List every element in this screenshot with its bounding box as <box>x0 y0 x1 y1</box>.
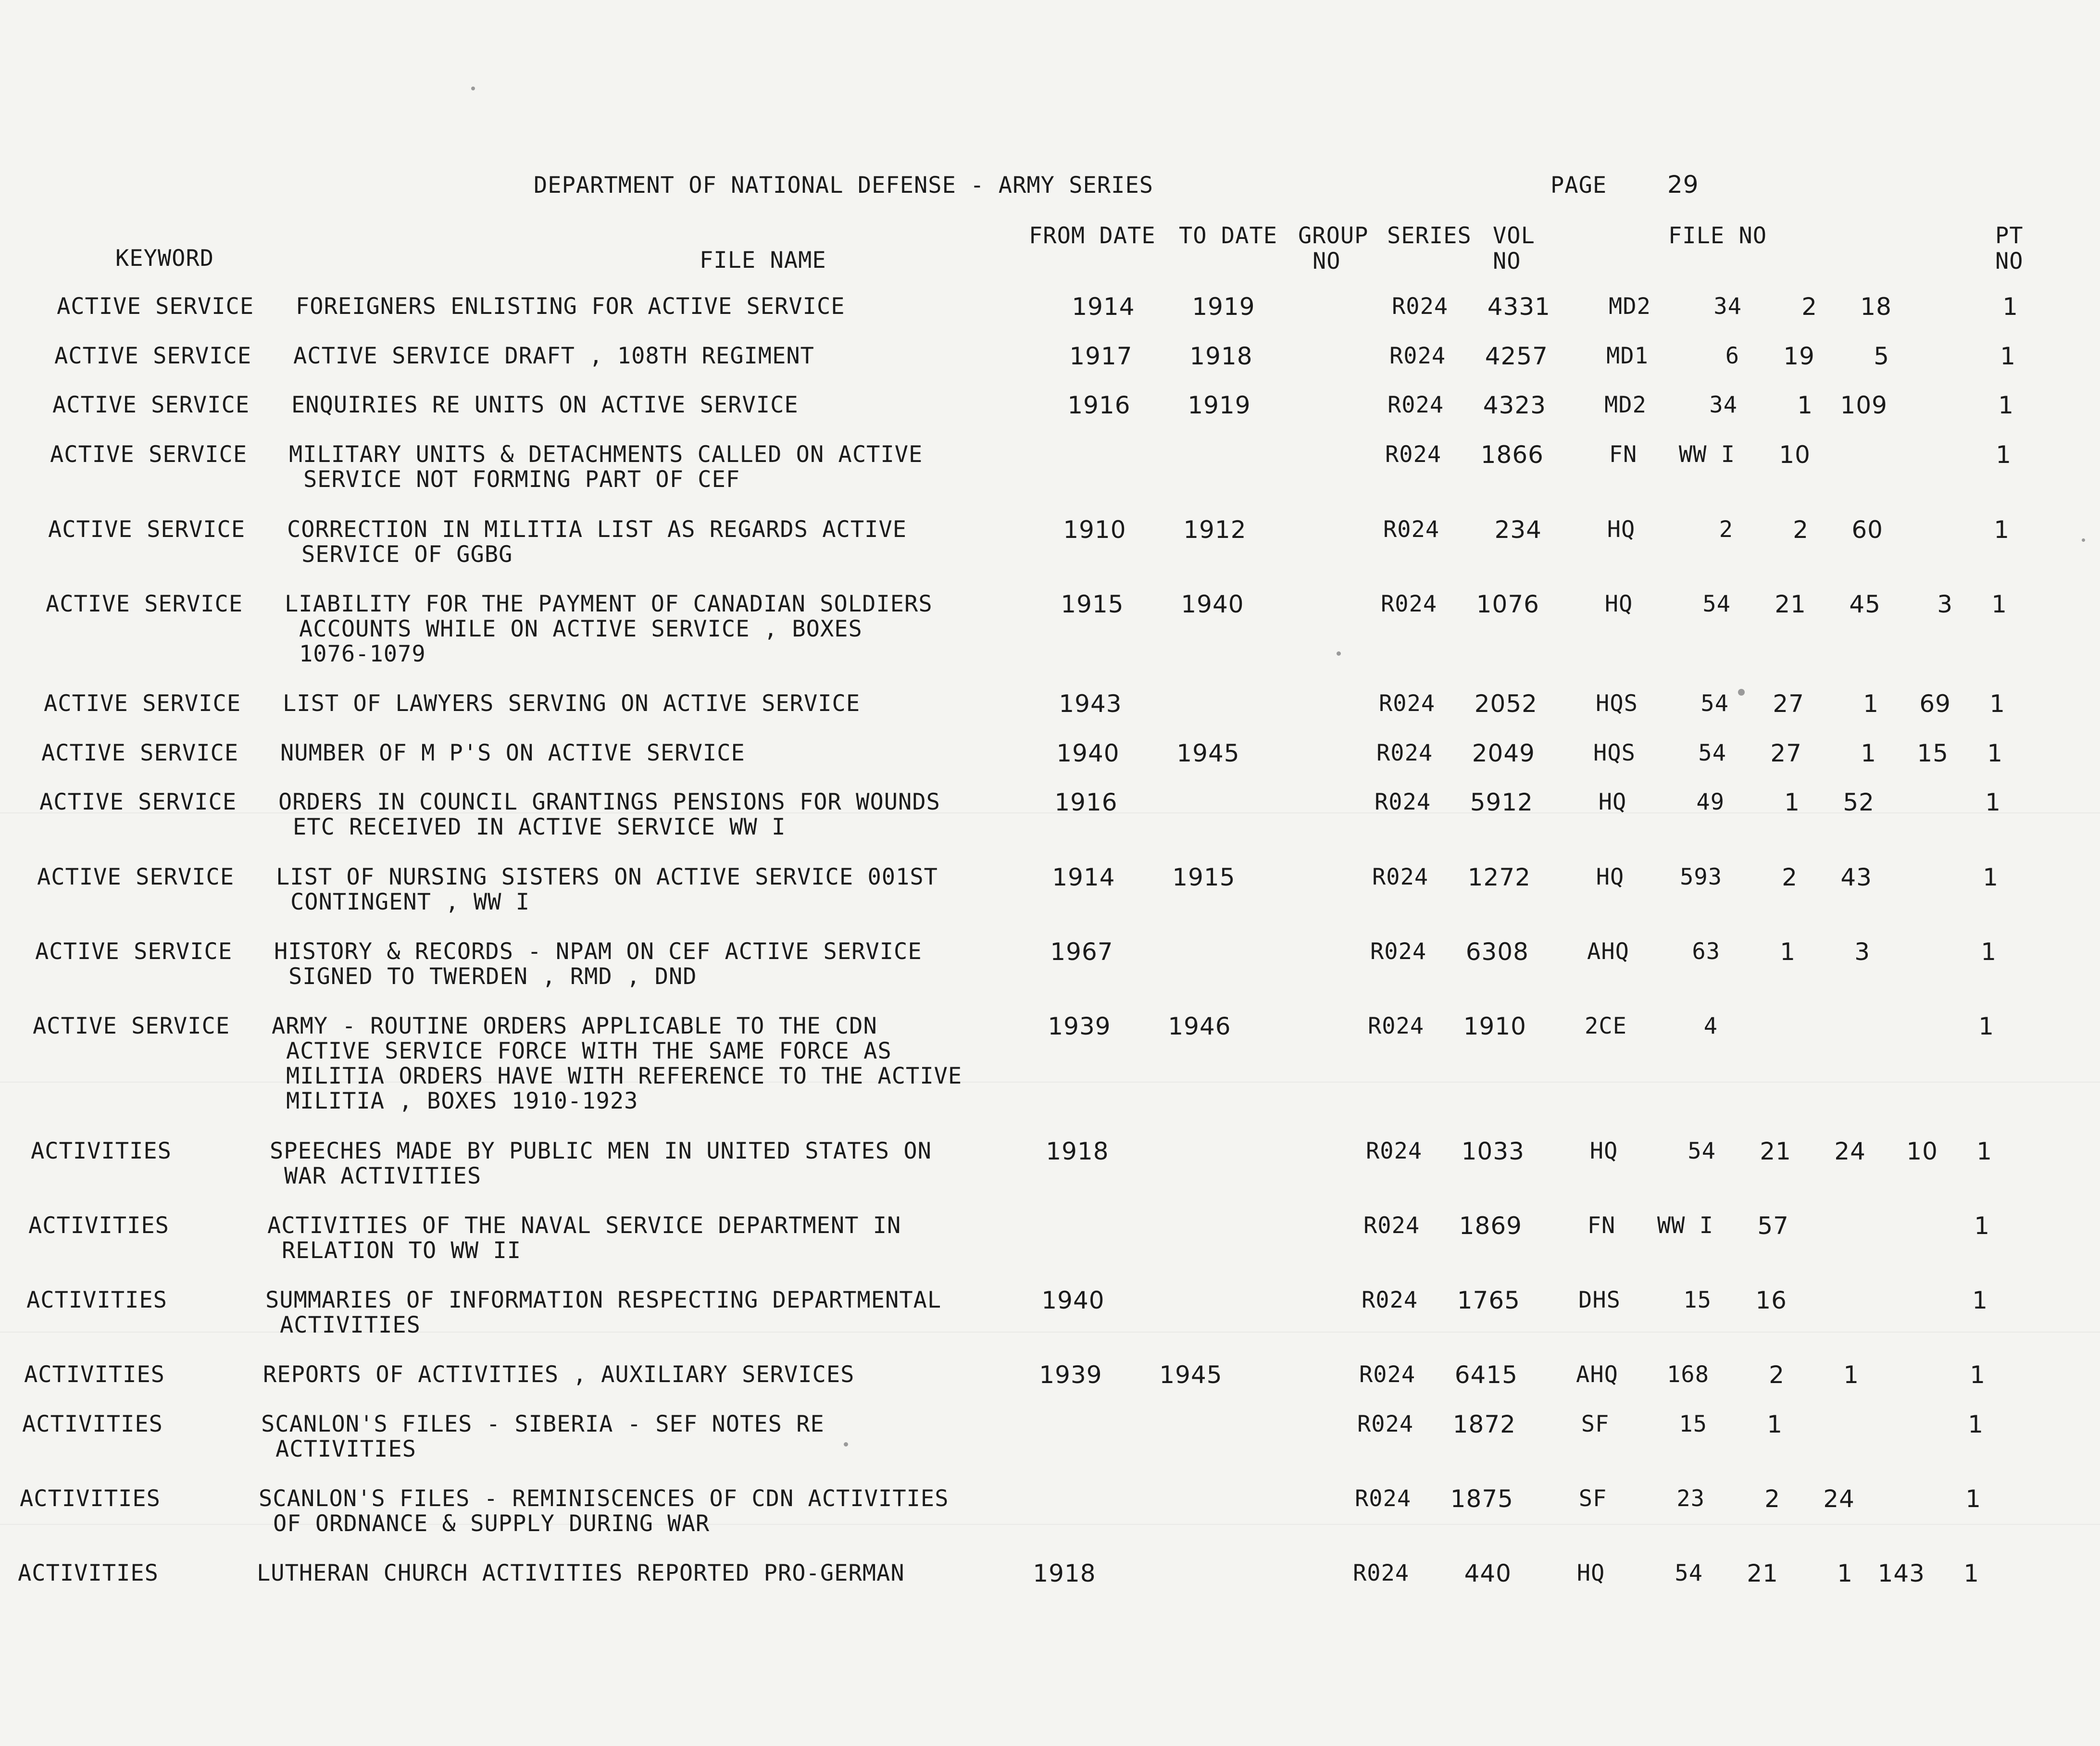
speck <box>844 1442 848 1447</box>
vol-cell: 1869 <box>1459 1212 1522 1240</box>
file-name-line: ACTIVE SERVICE FORCE WITH THE SAME FORCE AS <box>286 1038 892 1064</box>
file-name-cell <box>263 1362 854 1387</box>
page-label: PAGE <box>1550 172 1607 199</box>
file-name-line: OF ORDNANCE & SUPPLY DURING WAR <box>273 1510 710 1537</box>
keyword-cell: ACTIVE SERVICE <box>52 392 250 418</box>
column-header-pt: PT <box>1995 223 2024 249</box>
f2-cell: 54 <box>1688 1138 1716 1164</box>
pt-cell: 1 <box>1976 1137 1992 1165</box>
pt-cell: 1 <box>1998 391 2014 419</box>
from-cell: 1940 <box>1056 739 1120 767</box>
pt-cell: 1 <box>1978 1012 1994 1040</box>
file-name-line: SCANLON'S FILES - SIBERIA - SEF NOTES RE <box>261 1411 825 1437</box>
from-cell: 1939 <box>1048 1012 1111 1040</box>
file-name-cell <box>296 294 845 319</box>
file-name-cell <box>259 1486 949 1536</box>
f1-cell: SF <box>1581 1411 1610 1437</box>
file-name-line: ACTIVITIES OF THE NAVAL SERVICE DEPARTMENT IN <box>267 1212 901 1239</box>
file-name-line: SIGNED TO TWERDEN , RMD , DND <box>288 963 697 990</box>
to-cell: 1945 <box>1176 739 1240 767</box>
f3-cell: 10 <box>1779 441 1811 469</box>
file-name-cell <box>265 1288 941 1338</box>
f1-cell: SF <box>1578 1485 1607 1512</box>
keyword-cell: ACTIVE SERVICE <box>41 740 239 766</box>
f1-cell: MD1 <box>1606 343 1649 369</box>
vol-cell: 4323 <box>1483 391 1546 419</box>
series-cell: R024 <box>1359 1361 1416 1388</box>
column-header-to-date: TO DATE <box>1179 223 1278 249</box>
f3-cell: 27 <box>1770 739 1802 767</box>
keyword-cell: ACTIVITIES <box>22 1411 163 1437</box>
from-cell: 1943 <box>1059 690 1122 718</box>
file-name-cell <box>280 741 745 766</box>
f2-cell: WW I <box>1657 1212 1713 1239</box>
keyword-cell: ACTIVE SERVICE <box>48 516 246 543</box>
file-name-cell <box>261 1412 825 1462</box>
f1-cell: HQS <box>1596 690 1638 717</box>
keyword-cell: ACTIVE SERVICE <box>33 1013 230 1039</box>
speck <box>1337 651 1341 656</box>
keyword-cell: ACTIVITIES <box>20 1485 161 1512</box>
column-header-from-date: FROM DATE <box>1029 223 1156 249</box>
keyword-cell: ACTIVE SERVICE <box>35 938 233 965</box>
f3-cell: 1 <box>1797 391 1813 419</box>
keyword-cell: ACTIVITIES <box>28 1212 169 1239</box>
file-name-cell <box>270 1139 932 1189</box>
pt-cell: 1 <box>1963 1559 1979 1587</box>
f3-cell: 2 <box>1782 863 1798 891</box>
vol-cell: 1076 <box>1476 590 1539 618</box>
f4-cell: 24 <box>1823 1485 1855 1513</box>
keyword-cell: ACTIVE SERVICE <box>39 789 237 815</box>
column-header-pt-no: NO <box>1995 248 2024 274</box>
pt-cell: 1 <box>1965 1485 1981 1513</box>
vol-cell: 1866 <box>1480 441 1544 469</box>
keyword-cell: ACTIVITIES <box>31 1138 172 1164</box>
series-cell: R024 <box>1379 690 1436 717</box>
file-name-line: LIABILITY FOR THE PAYMENT OF CANADIAN SOLDIERS <box>285 591 933 617</box>
vol-cell: 4331 <box>1487 293 1550 321</box>
file-name-cell <box>289 442 923 492</box>
f1-cell: MD2 <box>1604 392 1647 418</box>
file-name-line: 1076-1079 <box>299 641 426 667</box>
column-header-file-name: FILE NAME <box>700 247 826 274</box>
f1-cell: HQ <box>1576 1560 1605 1586</box>
file-name-line: SERVICE OF GGBG <box>301 541 513 568</box>
f3-cell: 19 <box>1783 342 1815 370</box>
f3-cell: 2 <box>1801 293 1817 321</box>
f2-cell: 54 <box>1702 591 1731 617</box>
f4-cell: 1 <box>1863 690 1879 718</box>
f5-cell: 3 <box>1937 590 1953 618</box>
f1-cell: 2CE <box>1585 1013 1627 1039</box>
f2-cell: 15 <box>1683 1287 1712 1313</box>
from-cell: 1910 <box>1063 516 1126 544</box>
series-cell: R024 <box>1376 740 1433 766</box>
f2-cell: 54 <box>1675 1560 1703 1586</box>
f2-cell: 15 <box>1679 1411 1707 1437</box>
from-cell: 1916 <box>1054 788 1118 816</box>
speck <box>2082 538 2085 542</box>
series-cell: R024 <box>1372 864 1429 890</box>
f5-cell: 143 <box>1877 1559 1925 1587</box>
vol-cell: 6308 <box>1465 938 1529 966</box>
page-number: 29 <box>1667 171 1699 199</box>
to-cell: 1946 <box>1168 1012 1231 1040</box>
series-cell: R024 <box>1389 343 1446 369</box>
file-name-cell <box>285 592 933 667</box>
keyword-cell: ACTIVE SERVICE <box>44 690 241 717</box>
from-cell: 1916 <box>1067 391 1131 419</box>
f2-cell: 54 <box>1698 740 1726 766</box>
f1-cell: HQ <box>1607 516 1636 543</box>
page-title: DEPARTMENT OF NATIONAL DEFENSE - ARMY SERIES <box>534 172 1154 199</box>
f4-cell: 1 <box>1843 1361 1859 1389</box>
f4-cell: 60 <box>1851 516 1883 544</box>
f2-cell: 34 <box>1713 293 1742 320</box>
file-name-cell <box>287 517 907 567</box>
series-cell: R024 <box>1385 441 1442 468</box>
file-name-cell <box>257 1561 905 1586</box>
f4-cell: 1 <box>1837 1559 1853 1587</box>
speck <box>471 87 475 90</box>
series-cell: R024 <box>1355 1485 1412 1512</box>
file-name-cell <box>291 393 799 418</box>
f4-cell: 109 <box>1840 391 1888 419</box>
f1-cell: HQ <box>1598 789 1627 815</box>
f3-cell: 1 <box>1767 1410 1783 1438</box>
f1-cell: MD2 <box>1609 293 1651 320</box>
f2-cell: 49 <box>1696 789 1725 815</box>
file-name-line: MILITARY UNITS & DETACHMENTS CALLED ON ACTIVE <box>289 441 923 468</box>
file-name-cell <box>274 939 922 989</box>
file-name-line: ARMY - ROUTINE ORDERS APPLICABLE TO THE CDN <box>272 1013 877 1039</box>
to-cell: 1918 <box>1189 342 1253 370</box>
to-cell: 1915 <box>1172 863 1236 891</box>
pt-cell: 1 <box>1983 863 1999 891</box>
to-cell: 1940 <box>1181 590 1244 618</box>
vol-cell: 1872 <box>1452 1410 1516 1438</box>
keyword-cell: ACTIVE SERVICE <box>57 293 254 320</box>
series-cell: R024 <box>1381 591 1438 617</box>
f1-cell: HQ <box>1589 1138 1618 1164</box>
file-name-line: LIST OF NURSING SISTERS ON ACTIVE SERVICE 001ST <box>276 864 938 890</box>
f1-cell: AHQ <box>1587 938 1629 965</box>
file-name-line: MILITIA ORDERS HAVE WITH REFERENCE TO THE ACTIVE <box>286 1063 962 1089</box>
column-header-group-no: NO <box>1312 248 1341 274</box>
f5-cell: 10 <box>1906 1137 1938 1165</box>
from-cell: 1939 <box>1039 1361 1102 1389</box>
vol-cell: 1875 <box>1450 1485 1513 1513</box>
series-cell: R024 <box>1363 1212 1420 1239</box>
series-cell: R024 <box>1362 1287 1418 1313</box>
file-name-line: FOREIGNERS ENLISTING FOR ACTIVE SERVICE <box>296 293 845 320</box>
file-name-line: ACTIVITIES <box>275 1436 416 1462</box>
f4-cell: 18 <box>1860 293 1892 321</box>
f2-cell: 593 <box>1680 864 1722 890</box>
f1-cell: HQ <box>1596 864 1625 890</box>
speck <box>1738 689 1745 696</box>
column-header-file-no: FILE NO <box>1668 223 1767 249</box>
f2-cell: 168 <box>1667 1361 1709 1388</box>
file-name-line: WAR ACTIVITIES <box>284 1163 482 1189</box>
file-name-line: ACTIVE SERVICE DRAFT , 108TH REGIMENT <box>293 343 814 369</box>
f1-cell: FN <box>1609 441 1638 468</box>
file-name-line: REPORTS OF ACTIVITIES , AUXILIARY SERVICES <box>263 1361 855 1388</box>
pt-cell: 1 <box>1972 1286 1988 1314</box>
file-name-line: RELATION TO WW II <box>282 1237 522 1264</box>
column-header-series: SERIES <box>1387 223 1472 249</box>
pt-cell: 1 <box>1985 788 2001 816</box>
file-name-line: ACCOUNTS WHILE ON ACTIVE SERVICE , BOXES <box>299 616 862 642</box>
keyword-cell: ACTIVE SERVICE <box>50 441 248 468</box>
f4-cell: 3 <box>1854 938 1870 966</box>
keyword-cell: ACTIVE SERVICE <box>46 591 243 617</box>
pt-cell: 1 <box>1987 739 2003 767</box>
f4-cell: 52 <box>1843 788 1875 816</box>
column-header-keyword: KEYWORD <box>115 245 214 272</box>
from-cell: 1967 <box>1050 938 1113 966</box>
file-name-line: ETC RECEIVED IN ACTIVE SERVICE WW I <box>293 814 786 840</box>
series-cell: R024 <box>1366 1138 1423 1164</box>
from-cell: 1917 <box>1069 342 1133 370</box>
file-name-line: HISTORY & RECORDS - NPAM ON CEF ACTIVE SERVICE <box>274 938 922 965</box>
from-cell: 1914 <box>1052 863 1115 891</box>
pt-cell: 1 <box>1989 690 2005 718</box>
f3-cell: 1 <box>1780 938 1796 966</box>
file-name-line: CONTINGENT , WW I <box>290 889 530 915</box>
f1-cell: FN <box>1587 1212 1616 1239</box>
to-cell: 1912 <box>1183 516 1247 544</box>
vol-cell: 1765 <box>1457 1286 1520 1314</box>
pt-cell: 1 <box>1970 1361 1986 1389</box>
f3-cell: 16 <box>1755 1286 1787 1314</box>
file-name-line: ACTIVITIES <box>280 1312 421 1338</box>
pt-cell: 1 <box>1974 1212 1990 1240</box>
pt-cell: 1 <box>2000 342 2016 370</box>
series-cell: R024 <box>1375 789 1431 815</box>
file-name-line: SPEECHES MADE BY PUBLIC MEN IN UNITED STATES ON <box>270 1138 932 1164</box>
vol-cell: 440 <box>1464 1559 1512 1587</box>
file-name-line: NUMBER OF M P'S ON ACTIVE SERVICE <box>280 740 745 766</box>
to-cell: 1945 <box>1159 1361 1223 1389</box>
file-name-line: LIST OF LAWYERS SERVING ON ACTIVE SERVICE <box>283 690 861 717</box>
series-cell: R024 <box>1388 392 1444 418</box>
file-name-line: MILITIA , BOXES 1910-1923 <box>286 1088 638 1114</box>
vol-cell: 234 <box>1494 516 1542 544</box>
from-cell: 1918 <box>1033 1559 1096 1587</box>
f3-cell: 21 <box>1760 1137 1791 1165</box>
f3-cell: 27 <box>1773 690 1804 718</box>
file-name-cell <box>276 865 938 915</box>
keyword-cell: ACTIVITIES <box>18 1560 159 1586</box>
file-name-line: SCANLON'S FILES - REMINISCENCES OF CDN ACTIVITIES <box>259 1485 949 1512</box>
keyword-cell: ACTIVE SERVICE <box>37 864 235 890</box>
f3-cell: 21 <box>1747 1559 1778 1587</box>
file-name-line: ORDERS IN COUNCIL GRANTINGS PENSIONS FOR WOUNDS <box>278 789 940 815</box>
series-cell: R024 <box>1368 1013 1425 1039</box>
f1-cell: HQS <box>1593 740 1636 766</box>
f2-cell: 34 <box>1709 392 1738 418</box>
vol-cell: 2049 <box>1472 739 1535 767</box>
file-name-line: CORRECTION IN MILITIA LIST AS REGARDS ACTIVE <box>287 516 907 543</box>
pt-cell: 1 <box>1991 590 2007 618</box>
pt-cell: 1 <box>2002 293 2018 321</box>
f2-cell: 23 <box>1676 1485 1705 1512</box>
f2-cell: 6 <box>1725 343 1739 369</box>
from-cell: 1914 <box>1072 293 1135 321</box>
f2-cell: WW I <box>1678 441 1735 468</box>
f2-cell: 54 <box>1700 690 1729 717</box>
keyword-cell: ACTIVE SERVICE <box>54 343 252 369</box>
pt-cell: 1 <box>1968 1410 1984 1438</box>
f3-cell: 2 <box>1793 516 1809 544</box>
f3-cell: 21 <box>1775 590 1806 618</box>
series-cell: R024 <box>1392 293 1449 320</box>
keyword-cell: ACTIVITIES <box>26 1287 167 1313</box>
vol-cell: 1272 <box>1467 863 1531 891</box>
file-name-cell <box>272 1014 962 1114</box>
pt-cell: 1 <box>1996 441 2012 469</box>
vol-cell: 4257 <box>1485 342 1548 370</box>
file-name-line: LUTHERAN CHURCH ACTIVITIES REPORTED PRO-GERMAN <box>257 1560 905 1586</box>
f4-cell: 43 <box>1840 863 1872 891</box>
f4-cell: 24 <box>1834 1137 1866 1165</box>
f5-cell: 69 <box>1919 690 1951 718</box>
from-cell: 1940 <box>1041 1286 1105 1314</box>
f1-cell: DHS <box>1578 1287 1621 1313</box>
f4-cell: 5 <box>1874 342 1889 370</box>
f3-cell: 2 <box>1764 1485 1780 1513</box>
to-cell: 1919 <box>1192 293 1255 321</box>
file-name-cell <box>293 344 814 369</box>
vol-cell: 6415 <box>1454 1361 1518 1389</box>
series-cell: R024 <box>1353 1560 1410 1586</box>
column-header-vol: VOL <box>1493 223 1535 249</box>
file-name-cell <box>283 691 860 716</box>
f5-cell: 15 <box>1917 739 1949 767</box>
f1-cell: HQ <box>1604 591 1633 617</box>
column-header-vol-no: NO <box>1493 248 1521 274</box>
series-cell: R024 <box>1370 938 1427 965</box>
vol-cell: 1910 <box>1463 1012 1526 1040</box>
file-name-cell <box>278 790 940 840</box>
f3-cell: 57 <box>1757 1212 1789 1240</box>
vol-cell: 2052 <box>1474 690 1538 718</box>
pt-cell: 1 <box>1994 516 2010 544</box>
f3-cell: 2 <box>1769 1361 1785 1389</box>
series-cell: R024 <box>1383 516 1440 543</box>
keyword-cell: ACTIVITIES <box>24 1361 165 1388</box>
vol-cell: 5912 <box>1470 788 1533 816</box>
file-name-line: SERVICE NOT FORMING PART OF CEF <box>303 466 740 493</box>
from-cell: 1915 <box>1061 590 1124 618</box>
vol-cell: 1033 <box>1461 1137 1525 1165</box>
f1-cell: AHQ <box>1576 1361 1618 1388</box>
to-cell: 1919 <box>1188 391 1251 419</box>
from-cell: 1918 <box>1046 1137 1109 1165</box>
f4-cell: 45 <box>1849 590 1881 618</box>
f2-cell: 63 <box>1692 938 1720 965</box>
column-header-group: GROUP <box>1298 223 1369 249</box>
file-name-line: SUMMARIES OF INFORMATION RESPECTING DEPARTMENTAL <box>265 1287 942 1313</box>
file-name-cell <box>267 1213 901 1263</box>
f4-cell: 1 <box>1861 739 1876 767</box>
series-cell: R024 <box>1357 1411 1414 1437</box>
f2-cell: 4 <box>1703 1013 1718 1039</box>
f3-cell: 1 <box>1784 788 1800 816</box>
pt-cell: 1 <box>1981 938 1997 966</box>
file-name-line: ENQUIRIES RE UNITS ON ACTIVE SERVICE <box>291 392 799 418</box>
f2-cell: 2 <box>1719 516 1733 543</box>
